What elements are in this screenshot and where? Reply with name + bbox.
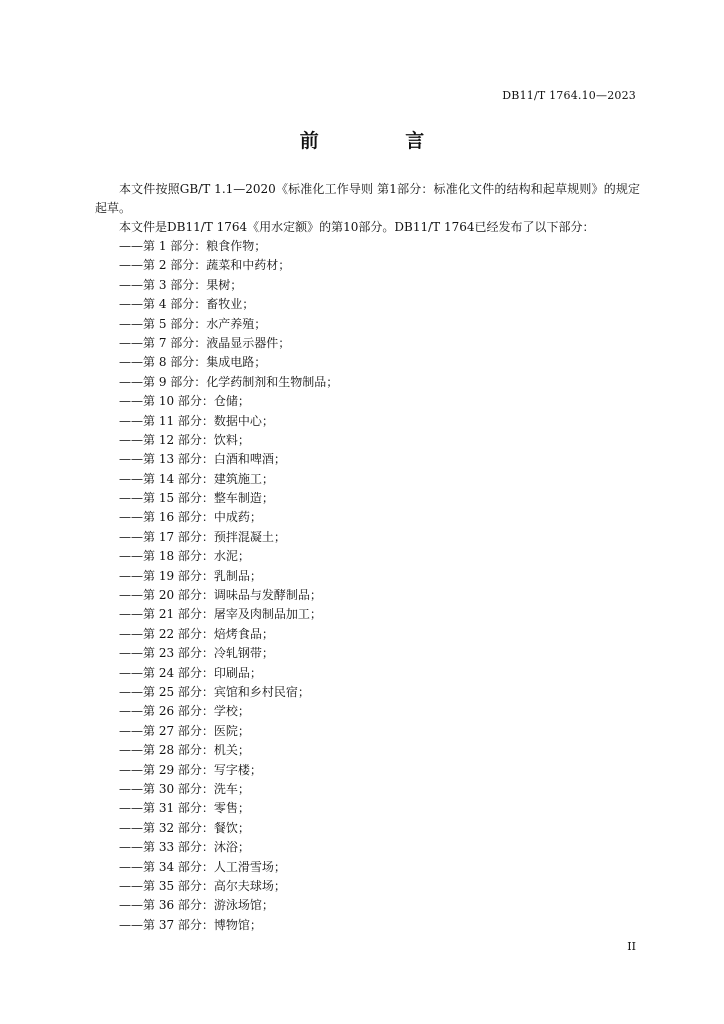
page-title: 前 言 xyxy=(299,130,465,152)
list-item: ——第 18 部分：水泥； xyxy=(119,549,250,564)
list-item: ——第 34 部分：人工滑雪场； xyxy=(119,859,286,874)
list-item: ——第 36 部分：游泳场馆； xyxy=(119,898,274,913)
list-item: ——第 26 部分：学校； xyxy=(119,704,250,719)
list-item: ——第 10 部分：仓储； xyxy=(119,394,250,409)
list-item: ——第 1 部分：粮食作物； xyxy=(119,239,267,253)
list-item: ——第 9 部分：化学药制剂和生物制品； xyxy=(119,374,339,389)
document-code: DB11/T 1764.10—2023 xyxy=(502,89,636,102)
list-item: ——第 20 部分：调味品与发酵制品； xyxy=(119,588,322,603)
published-parts-list xyxy=(95,237,640,935)
list-item: ——第 21 部分：屠宰及肉制品加工； xyxy=(119,607,322,622)
list-item: ——第 11 部分：数据中心； xyxy=(119,413,274,428)
list-item: ——第 37 部分：博物馆； xyxy=(119,917,262,932)
list-item: ——第 25 部分：宾馆和乡村民宿； xyxy=(119,684,310,699)
list-item: ——第 31 部分：零售； xyxy=(119,801,250,816)
list-item: ——第 35 部分：高尔夫球场； xyxy=(119,878,286,893)
list-item: ——第 16 部分：中成药； xyxy=(119,510,262,525)
list-item: ——第 27 部分：医院； xyxy=(119,723,250,738)
list-item: ——第 2 部分：蔬菜和中药材； xyxy=(119,258,291,273)
list-item: ——第 19 部分：乳制品； xyxy=(119,568,262,583)
page-number: II xyxy=(627,940,636,953)
document-body xyxy=(95,180,640,935)
list-item: ——第 5 部分：水产养殖； xyxy=(119,316,267,331)
list-item: ——第 15 部分：整车制造； xyxy=(119,491,274,506)
list-item: ——第 33 部分：沐浴； xyxy=(119,840,250,855)
list-item: ——第 22 部分：焙烤食品； xyxy=(119,626,274,641)
list-item: ——第 23 部分：冷轧钢带； xyxy=(119,646,274,661)
list-item: ——第 4 部分：畜牧业； xyxy=(119,297,255,312)
list-item: ——第 29 部分：写字楼； xyxy=(119,762,262,777)
list-item: ——第 7 部分：液晶显示器件； xyxy=(119,335,291,350)
list-item: ——第 28 部分：机关； xyxy=(119,743,250,758)
list-item: ——第 17 部分：预拌混凝土； xyxy=(119,529,286,544)
paragraph-series-intro: 本文件是DB11/T 1764《用水定额》的第10部分。DB11/T 1764已经发布了以下部分： xyxy=(119,220,595,234)
list-item: ——第 32 部分：餐饮； xyxy=(119,820,250,835)
list-item: ——第 24 部分：印刷品； xyxy=(119,665,262,680)
list-item: ——第 3 部分：果树； xyxy=(119,277,243,292)
list-item: ——第 12 部分：饮料； xyxy=(119,432,250,447)
list-item: ——第 8 部分：集成电路； xyxy=(119,355,267,370)
list-item: ——第 14 部分：建筑施工； xyxy=(119,471,274,486)
list-item: ——第 13 部分：白酒和啤酒； xyxy=(119,452,286,467)
list-item: ——第 30 部分：洗车； xyxy=(119,781,250,796)
paragraph-drafting-rule: 本文件按照GB/T 1.1—2020《标准化工作导则 第1部分：标准化文件的结构和起草规则》的规定起草。 xyxy=(95,182,640,215)
